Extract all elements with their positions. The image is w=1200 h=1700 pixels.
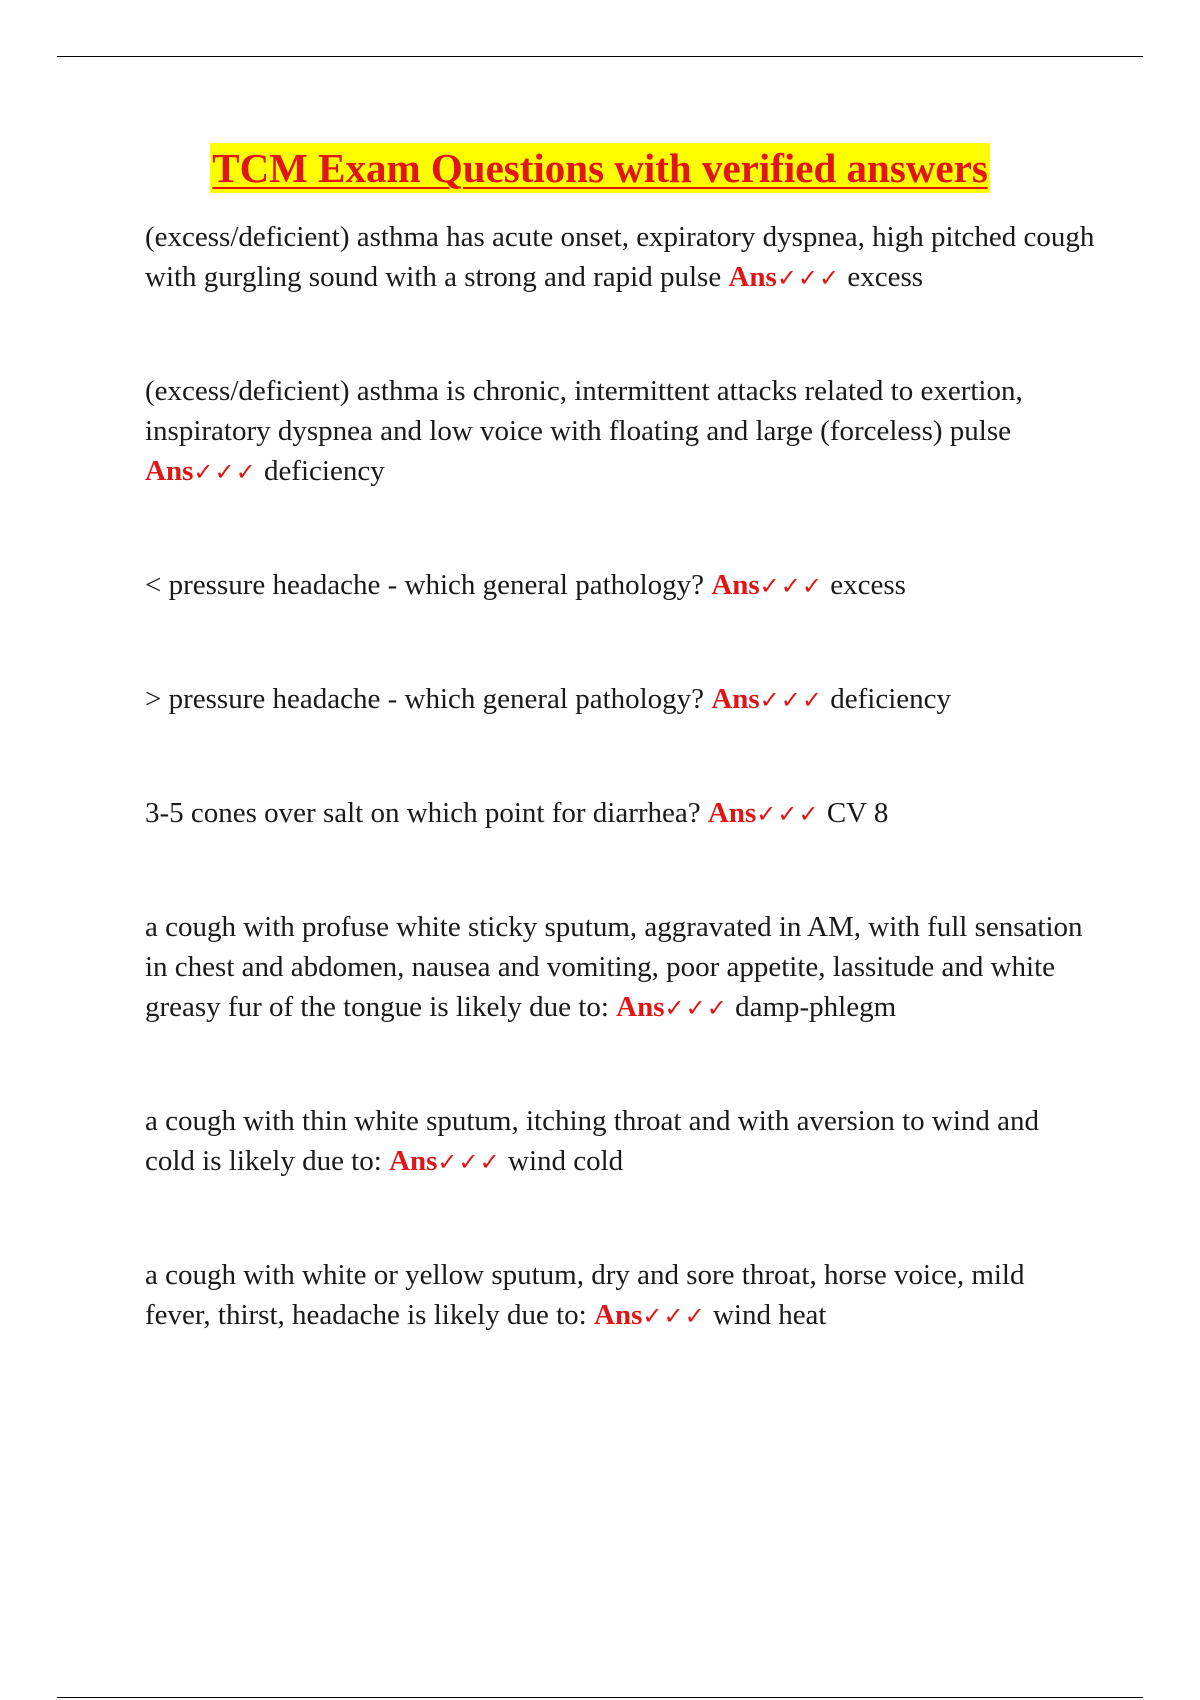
check-icon: ✓✓✓: [642, 1302, 706, 1330]
check-icon: ✓✓✓: [776, 264, 841, 292]
footer-rule: [57, 1697, 1143, 1698]
answer-label: Ans: [389, 1145, 438, 1177]
qa-item: [145, 217, 1095, 298]
header-rule: [57, 56, 1143, 57]
answer-text: excess: [847, 261, 924, 293]
question-text: > pressure headache - which general pathology?: [145, 683, 705, 715]
answer-label: Ans: [616, 991, 665, 1023]
question-text: (excess/deficient) asthma is chronic, intermittent attacks related to exertion, inspiratory dyspnea and low voice with floating and large (forceless) pulse: [145, 375, 1023, 447]
question-text: a cough with profuse white sticky sputum, aggravated in AM, with full sensation in chest and abdomen, nausea and vomiting, poor appetite, lassitude and white greasy fur of the tongue is likely due to:: [145, 911, 1083, 1023]
answer-text: deficiency: [830, 683, 952, 715]
check-icon: ✓✓✓: [756, 800, 820, 828]
check-icon: ✓✓✓: [664, 994, 728, 1022]
question-text: a cough with thin white sputum, itching throat and with aversion to wind and cold is likely due to:: [145, 1105, 1040, 1177]
check-icon: ✓✓✓: [193, 458, 257, 486]
qa-item: [145, 1101, 1095, 1182]
answer-label: Ans: [594, 1299, 643, 1331]
answer-label: Ans: [707, 797, 757, 829]
question-text: a cough with white or yellow sputum, dry and sore throat, horse voice, mild fever, thirst, headache is likely due to:: [145, 1259, 1025, 1331]
check-icon: ✓✓✓: [437, 1148, 501, 1176]
title-container: [0, 143, 1200, 193]
question-text: < pressure headache - which general pathology?: [145, 569, 705, 601]
qa-item: [145, 679, 1095, 720]
answer-text: wind cold: [508, 1145, 624, 1177]
check-icon: ✓✓✓: [759, 686, 823, 714]
answer-text: excess: [830, 569, 906, 601]
answer-label: Ans: [711, 569, 760, 601]
check-icon: ✓✓✓: [759, 572, 823, 600]
answer-label: Ans: [728, 261, 777, 293]
qa-item: [145, 565, 1095, 606]
answer-label: Ans: [145, 455, 194, 487]
qa-item: [145, 793, 1095, 834]
answer-label: Ans: [711, 683, 760, 715]
qa-item: [145, 907, 1095, 1028]
question-text: (excess/deficient) asthma has acute onset, expiratory dyspnea, high pitched cough with gurgling sound with a strong and rapid pulse: [145, 221, 1095, 293]
answer-text: damp-phlegm: [735, 991, 897, 1023]
question-text: 3-5 cones over salt on which point for diarrhea?: [145, 797, 701, 829]
qa-item: [145, 371, 1095, 492]
answer-text: wind heat: [712, 1299, 827, 1331]
document-title: TCM Exam Questions with verified answers: [212, 145, 988, 191]
answer-text: deficiency: [263, 455, 385, 487]
answer-text: CV 8: [826, 797, 889, 829]
qa-list: [145, 217, 1095, 1336]
qa-item: [145, 1255, 1095, 1336]
